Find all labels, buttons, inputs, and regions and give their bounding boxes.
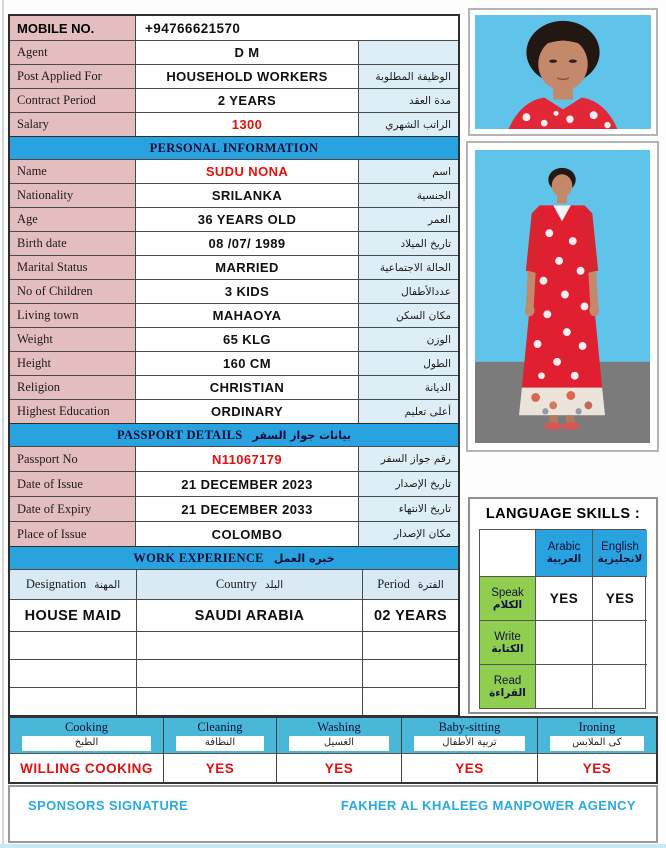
row-value: D M <box>135 41 358 64</box>
skill-value: YES <box>582 760 612 776</box>
lang-row-label <box>480 576 535 620</box>
row-arabic-label: مكان الإصدار <box>358 522 458 546</box>
row-value: MAHAOYA <box>135 304 358 327</box>
work-col-en: Designation <box>25 577 87 591</box>
skill-header <box>10 718 163 754</box>
skill-column <box>10 718 163 782</box>
row-arabic-label: الجنسية <box>358 184 458 207</box>
lang-value-cell <box>535 664 592 708</box>
lang-value: YES <box>549 591 579 606</box>
row-value: +94766621570 <box>135 16 458 40</box>
skill-name-en: Washing <box>317 720 361 734</box>
work-exp-col-header <box>10 570 136 599</box>
lang-row-en: Read <box>493 674 522 687</box>
work-exp-empty-cell <box>136 632 362 659</box>
row-value: 08 /07/ 1989 <box>135 232 358 255</box>
skill-name-en: Cooking <box>64 720 109 734</box>
skill-header <box>402 718 537 754</box>
table-row <box>10 255 458 279</box>
row-label: Height <box>10 352 135 375</box>
skill-header <box>164 718 276 754</box>
work-col-en: Country <box>215 577 257 591</box>
row-arabic-label: تاريخ الميلاد <box>358 232 458 255</box>
row-label: Weight <box>10 328 135 351</box>
table-row <box>10 327 458 351</box>
skill-column <box>276 718 401 782</box>
row-arabic-label: الديانة <box>358 376 458 399</box>
lang-row-ar: الكلام <box>492 598 523 611</box>
row-value: SUDU NONA <box>135 160 358 183</box>
row-label: Post Applied For <box>10 65 135 88</box>
row-label: Living town <box>10 304 135 327</box>
sponsors-signature-label: SPONSORS SIGNATURE <box>28 798 189 813</box>
lang-row-label <box>480 620 535 664</box>
row-label: Contract Period <box>10 89 135 112</box>
work-exp-cell: HOUSE MAID <box>24 607 122 624</box>
work-exp-empty-cell <box>362 688 458 715</box>
work-exp-empty-cell <box>136 688 362 715</box>
work-exp-empty-row <box>10 687 458 715</box>
work-exp-col-header <box>362 570 458 599</box>
work-exp-empty-cell <box>136 660 362 687</box>
table-row <box>10 279 458 303</box>
section-header-en: WORK EXPERIENCE <box>133 550 264 565</box>
row-arabic-label: عددالأطفال <box>358 280 458 303</box>
table-row <box>10 399 458 423</box>
row-label: Place of Issue <box>10 522 135 546</box>
lang-row-en: Write <box>494 630 521 643</box>
skill-name-ar: الغسيل <box>289 736 389 751</box>
section-header <box>10 546 458 569</box>
row-label: Passport No <box>10 447 135 471</box>
scan-edge-left <box>2 0 4 848</box>
table-row <box>10 207 458 231</box>
table-row <box>10 375 458 399</box>
row-value: 2 YEARS <box>135 89 358 112</box>
table-row <box>10 231 458 255</box>
row-label: Date of Expiry <box>10 497 135 521</box>
main-info-table <box>8 14 460 717</box>
row-label: Highest Education <box>10 400 135 423</box>
work-exp-empty-cell <box>10 660 136 687</box>
row-arabic-label: الوظيفة المطلوبة <box>358 65 458 88</box>
work-exp-empty-row <box>10 659 458 687</box>
table-row <box>10 40 458 64</box>
work-exp-empty-cell <box>10 632 136 659</box>
row-value: 21 DECEMBER 2023 <box>135 472 358 496</box>
lang-col-header <box>592 530 647 576</box>
section-header-en: PERSONAL INFORMATION <box>149 140 319 155</box>
row-label: Name <box>10 160 135 183</box>
table-row <box>10 303 458 327</box>
lang-corner-cell <box>480 530 535 576</box>
section-header-ar: خبره العمل <box>273 551 335 565</box>
lang-row-ar: الكتابة <box>491 642 524 655</box>
table-row <box>10 159 458 183</box>
lang-col-en: Arabic <box>547 541 581 553</box>
row-label: Date of Issue <box>10 472 135 496</box>
skill-value: WILLING COOKING <box>20 760 153 776</box>
row-value: 160 CM <box>135 352 358 375</box>
row-arabic-label: العمر <box>358 208 458 231</box>
skill-name-ar: الطبخ <box>22 736 151 751</box>
row-arabic-label: تاريخ الإصدار <box>358 472 458 496</box>
section-header <box>10 423 458 446</box>
row-value: CHRISTIAN <box>135 376 358 399</box>
table-row <box>10 521 458 546</box>
skill-column <box>163 718 276 782</box>
work-exp-empty-row <box>10 631 458 659</box>
lang-row-ar: القراءة <box>489 686 526 699</box>
work-exp-data-row <box>10 599 458 631</box>
row-arabic-label: اسم <box>358 160 458 183</box>
full-body-photo <box>466 141 659 452</box>
row-value: COLOMBO <box>135 522 358 546</box>
work-col-en: Period <box>377 577 410 591</box>
lang-value-cell <box>535 620 592 664</box>
work-exp-cell: SAUDI ARABIA <box>136 600 362 631</box>
skill-header <box>277 718 401 754</box>
lang-value-cell <box>592 620 647 664</box>
row-arabic-label: الوزن <box>358 328 458 351</box>
household-skills-table <box>8 716 658 784</box>
row-arabic-label: رقم جواز السفر <box>358 447 458 471</box>
signature-footer-box <box>8 785 658 843</box>
person-headshot-graphic <box>475 15 651 129</box>
work-col-ar: المهنة <box>94 578 121 591</box>
row-value: 3 KIDS <box>135 280 358 303</box>
section-header-ar: بيانات جواز السفر <box>252 428 352 442</box>
lang-col-en: English <box>601 541 639 553</box>
language-skills-title: LANGUAGE SKILLS : <box>485 506 641 522</box>
language-skills-table <box>479 529 646 709</box>
table-row <box>10 64 458 88</box>
skill-column <box>401 718 537 782</box>
table-row <box>10 351 458 375</box>
row-arabic-label: أعلى تعليم <box>358 400 458 423</box>
row-arabic-label: الحالة الاجتماعية <box>358 256 458 279</box>
skill-name-en: Ironing <box>578 720 616 734</box>
section-header <box>10 136 458 159</box>
row-label: Nationality <box>10 184 135 207</box>
row-value: 1300 <box>135 113 358 136</box>
row-label: Agent <box>10 41 135 64</box>
table-row <box>10 471 458 496</box>
skill-value: YES <box>324 760 354 776</box>
person-full-body-graphic <box>475 150 650 443</box>
table-row <box>10 16 458 40</box>
row-label: Age <box>10 208 135 231</box>
row-label: No of Children <box>10 280 135 303</box>
skill-value: YES <box>205 760 235 776</box>
work-col-ar: البلد <box>264 578 284 591</box>
work-exp-empty-cell <box>362 632 458 659</box>
lang-value-cell <box>592 576 647 620</box>
skill-name-ar: كى الملابس <box>550 736 644 751</box>
row-arabic-label: الطول <box>358 352 458 375</box>
lang-row-en: Speak <box>491 586 524 599</box>
work-exp-col-header <box>136 570 362 599</box>
row-label: Salary <box>10 113 135 136</box>
lang-col-header <box>535 530 592 576</box>
table-row <box>10 496 458 521</box>
skill-column <box>537 718 656 782</box>
row-label: Marital Status <box>10 256 135 279</box>
row-arabic-label <box>358 41 458 64</box>
work-col-ar: الفترة <box>417 578 444 591</box>
row-value: 21 DECEMBER 2033 <box>135 497 358 521</box>
agency-name-label: FAKHER AL KHALEEG MANPOWER AGENCY <box>340 798 636 813</box>
language-skills-panel <box>468 497 658 714</box>
lang-value: YES <box>605 591 635 606</box>
row-arabic-label: مكان السكن <box>358 304 458 327</box>
table-row <box>10 446 458 471</box>
skill-name-ar: النظافة <box>176 736 264 751</box>
row-value: 36 YEARS OLD <box>135 208 358 231</box>
lang-col-ar: لانجليزية <box>597 553 643 565</box>
skill-header <box>538 718 656 754</box>
skill-name-ar: تربية الأطفال <box>414 736 525 751</box>
row-label: Religion <box>10 376 135 399</box>
table-row <box>10 112 458 136</box>
row-arabic-label: الراتب الشهري <box>358 113 458 136</box>
table-row <box>10 183 458 207</box>
section-header-en: PASSPORT DETAILS <box>116 427 243 442</box>
lang-row-label <box>480 664 535 708</box>
row-value: 65 KLG <box>135 328 358 351</box>
row-value: ORDINARY <box>135 400 358 423</box>
headshot-photo <box>468 8 658 136</box>
row-value: N11067179 <box>135 447 358 471</box>
table-row <box>10 88 458 112</box>
lang-value-cell <box>535 576 592 620</box>
row-value: HOUSEHOLD WORKERS <box>135 65 358 88</box>
work-exp-header-row <box>10 569 458 599</box>
row-label: MOBILE NO. <box>10 16 135 40</box>
row-arabic-label: مدة العقد <box>358 89 458 112</box>
row-value: SRILANKA <box>135 184 358 207</box>
scan-edge-bottom <box>0 844 666 848</box>
work-exp-empty-cell <box>10 688 136 715</box>
row-label: Birth date <box>10 232 135 255</box>
skill-value: YES <box>455 760 484 776</box>
skill-name-en: Baby-sitting <box>438 720 501 734</box>
lang-value-cell <box>592 664 647 708</box>
row-value: MARRIED <box>135 256 358 279</box>
work-exp-cell: 02 YEARS <box>362 600 458 631</box>
skill-name-en: Cleaning <box>197 720 243 734</box>
work-exp-empty-cell <box>362 660 458 687</box>
row-arabic-label: تاريخ الانتهاء <box>358 497 458 521</box>
lang-col-ar: العربية <box>546 553 582 565</box>
